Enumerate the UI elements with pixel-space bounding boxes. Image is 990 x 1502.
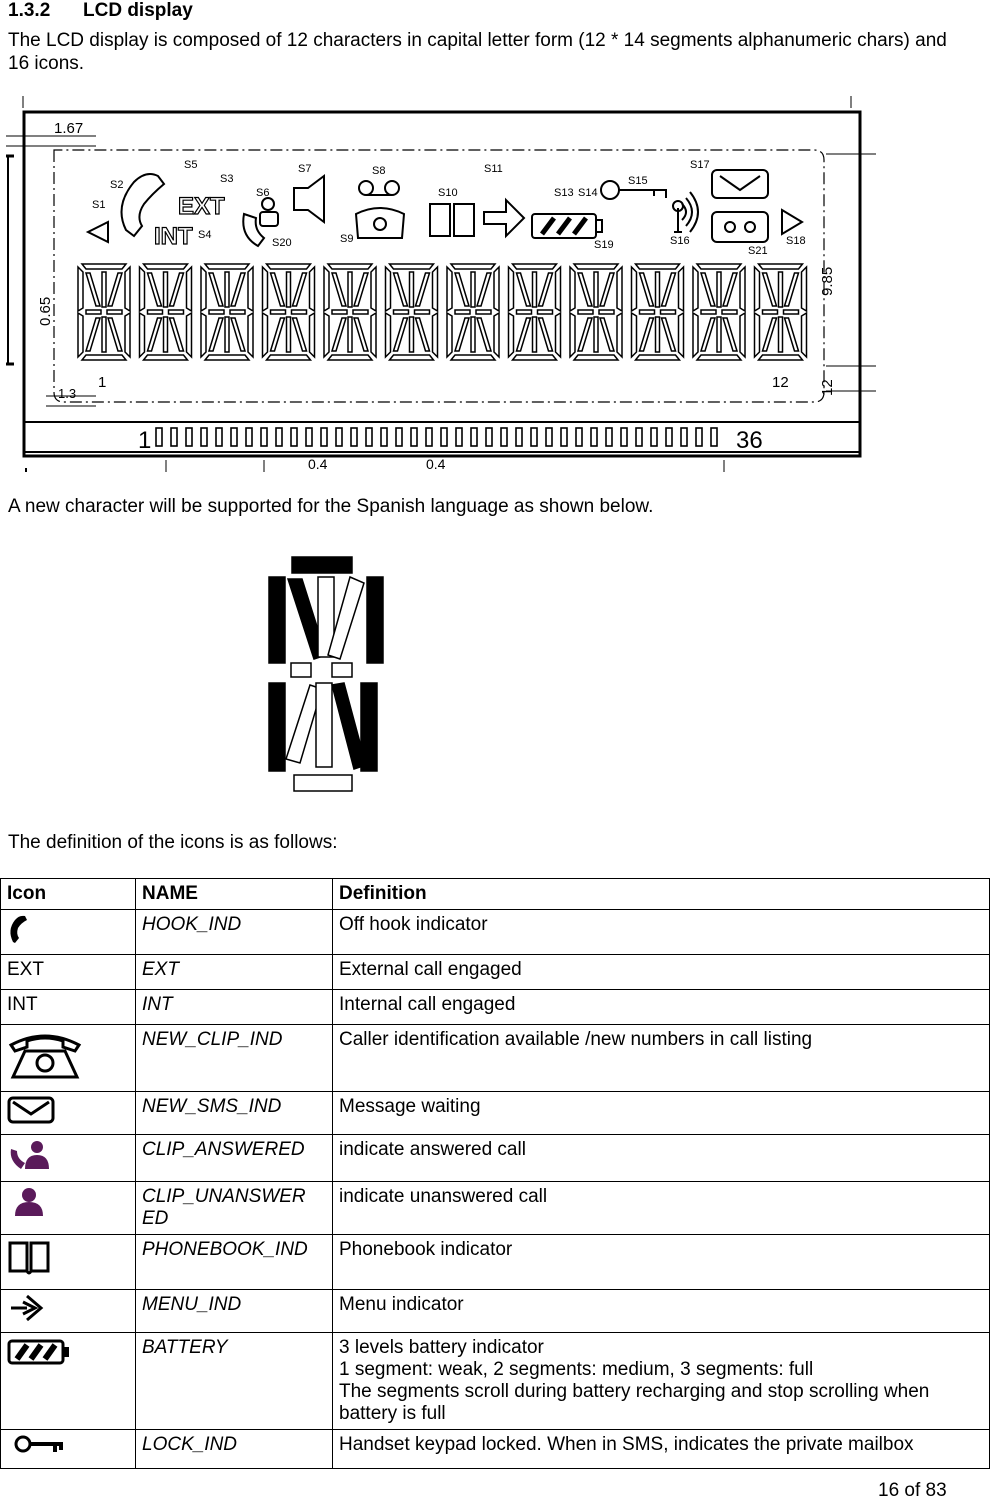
- segment: [353, 310, 368, 314]
- handset-icon: [7, 914, 33, 944]
- segment: [348, 272, 352, 307]
- dim-right-lower-label: 12: [819, 379, 836, 396]
- name-line: CLIP_UNANSWER: [142, 1186, 306, 1207]
- segment: [271, 318, 285, 351]
- pin-first-label: 1: [138, 427, 152, 454]
- segment: [144, 264, 188, 269]
- segment: [679, 313, 684, 357]
- segment: [636, 264, 680, 269]
- key-icon: [7, 1434, 67, 1458]
- segment: [230, 310, 245, 314]
- segment: [723, 273, 737, 306]
- name-line: ED: [142, 1208, 169, 1229]
- segment: [271, 273, 285, 306]
- name-cell: [136, 1182, 333, 1235]
- icon-text-cell: EXT: [1, 955, 136, 990]
- segment: [371, 267, 376, 311]
- segment: [267, 355, 311, 360]
- segment: [455, 273, 469, 306]
- segment: [170, 273, 184, 306]
- segment: [169, 310, 184, 314]
- segment: [662, 318, 676, 351]
- segment: [717, 317, 721, 352]
- segment: [324, 267, 329, 311]
- icon-text-cell: INT: [1, 990, 136, 1025]
- segment: [394, 273, 408, 306]
- svg-text:S1: S1: [92, 199, 106, 211]
- lcd-icon-row: [88, 170, 802, 250]
- svg-text:S18: S18: [786, 235, 806, 247]
- svg-text:S10: S10: [438, 187, 458, 199]
- segment: [390, 355, 434, 360]
- segment: [293, 273, 307, 306]
- segment: [723, 318, 737, 351]
- table-row: [1, 1430, 990, 1469]
- segment: [636, 355, 680, 360]
- definition-cell: indicate unanswered call: [333, 1182, 990, 1235]
- svg-text:S4: S4: [198, 229, 212, 241]
- telephone-icon: [356, 208, 404, 238]
- segment: [513, 264, 557, 269]
- segment: [287, 272, 291, 307]
- segment: [451, 264, 495, 269]
- segment: [640, 273, 654, 306]
- segment: [594, 317, 598, 352]
- icon-cell: [1, 910, 136, 955]
- segment: [740, 313, 745, 357]
- segment: [86, 318, 100, 351]
- segment: [82, 264, 126, 269]
- definition-cell: Off hook indicator: [333, 910, 990, 955]
- segment: [78, 313, 83, 357]
- segment: [332, 273, 346, 306]
- segment: [701, 318, 715, 351]
- book-icon: [430, 204, 474, 236]
- segment: [802, 313, 807, 357]
- definition-cell: indicate answered call: [333, 1135, 990, 1182]
- segment-character: [140, 264, 192, 360]
- icon-cell: [1, 1430, 136, 1469]
- segment-character: [324, 264, 376, 360]
- char-last-label: 12: [772, 374, 789, 391]
- segment: [477, 318, 491, 351]
- segment: [231, 273, 245, 306]
- segment: [271, 310, 286, 314]
- svg-text:S20: S20: [272, 237, 292, 249]
- segment-characters: [78, 264, 807, 360]
- segment: [164, 317, 168, 352]
- segment: [533, 317, 537, 352]
- segment: [187, 313, 192, 357]
- ext-icon-text: EXT: [178, 193, 225, 220]
- segment: [354, 318, 368, 351]
- segment: [717, 272, 721, 307]
- segment: [231, 318, 245, 351]
- svg-text:S3: S3: [220, 173, 234, 185]
- table-row: [1, 1333, 990, 1430]
- segment: [170, 318, 184, 351]
- svg-text:S16: S16: [670, 235, 690, 247]
- segment: [263, 267, 268, 311]
- name-cell: LOCK_IND: [136, 1430, 333, 1469]
- segment: [533, 272, 537, 307]
- icon-cell: [1, 1235, 136, 1290]
- name-cell: PHONEBOOK_IND: [136, 1235, 333, 1290]
- connector-pins: [156, 428, 717, 446]
- section-number: 1.3.2: [8, 0, 51, 21]
- segment: [310, 313, 315, 357]
- segment: [661, 310, 676, 314]
- spanish-character-figure: [266, 555, 386, 795]
- segment: [410, 317, 414, 352]
- svg-text:S7: S7: [298, 163, 312, 175]
- segment: [701, 273, 715, 306]
- segment: [509, 313, 514, 357]
- segment: [600, 273, 614, 306]
- segment: [640, 318, 654, 351]
- name-cell: HOOK_IND: [136, 910, 333, 955]
- icon-cell: [1, 1135, 136, 1182]
- segment: [494, 267, 499, 311]
- segment: [201, 267, 206, 311]
- segment: [513, 355, 557, 360]
- segment: [574, 264, 618, 269]
- segment: [578, 310, 593, 314]
- segment: [433, 267, 438, 311]
- segment: [201, 313, 206, 357]
- name-cell: CLIP_ANSWERED: [136, 1135, 333, 1182]
- pin-last-label: 36: [736, 427, 763, 454]
- segment: [86, 310, 101, 314]
- definition-cell: [333, 1333, 990, 1430]
- speaker-icon: [294, 176, 324, 222]
- definition-line: 1 segment: weak, 2 segments: medium, 3 segments: full: [339, 1359, 814, 1380]
- segment: [740, 267, 745, 311]
- lcd-drawing: [6, 96, 882, 472]
- int-icon-text: INT: [154, 223, 193, 250]
- cassette-icon: [712, 212, 768, 242]
- icon-cell: [1, 1290, 136, 1333]
- segment: [78, 267, 83, 311]
- segment: [656, 272, 660, 307]
- segment: [86, 273, 100, 306]
- segment: [148, 273, 162, 306]
- name-cell: EXT: [136, 955, 333, 990]
- right-arrow-icon: [782, 210, 802, 234]
- menu-arrow-icon: [7, 1294, 47, 1322]
- segment: [570, 267, 575, 311]
- definition-line: The segments scroll during battery recharging and stop scrolling when battery is full: [339, 1381, 930, 1424]
- name-cell: NEW_SMS_IND: [136, 1092, 333, 1135]
- segment: [447, 313, 452, 357]
- table-row: [1, 1290, 990, 1333]
- svg-text:S6: S6: [256, 187, 270, 199]
- segment: [102, 272, 106, 307]
- battery-icon: [7, 1337, 73, 1367]
- char-first-label: 1: [98, 374, 107, 391]
- segment: [578, 318, 592, 351]
- segment: [556, 267, 561, 311]
- table-row: [1, 1092, 990, 1135]
- segment: [451, 355, 495, 360]
- segment: [209, 310, 224, 314]
- left-arrow-icon: [88, 222, 108, 242]
- segment: [779, 317, 783, 352]
- icon-cell: [1, 1092, 136, 1135]
- svg-text:S5: S5: [184, 159, 198, 171]
- segment: [348, 317, 352, 352]
- envelope-icon: [712, 170, 768, 198]
- segment: [802, 267, 807, 311]
- segment: [328, 264, 372, 269]
- dim-bottom-left-label: 1.3: [58, 386, 77, 401]
- segment: [662, 273, 676, 306]
- segment: [755, 267, 760, 311]
- page-number: 16 of 83: [878, 1480, 947, 1501]
- segment: [328, 355, 372, 360]
- table-row: [1, 1135, 990, 1182]
- dim-left-label: 0.65: [37, 296, 54, 326]
- svg-text:S21: S21: [748, 245, 768, 257]
- svg-text:S14: S14: [578, 187, 598, 199]
- table-row: [1, 1235, 990, 1290]
- header-definition: Definition: [333, 879, 990, 910]
- segment: [248, 267, 253, 311]
- person-handset-icon: [7, 1139, 51, 1171]
- pitch-b-label: 0.4: [426, 456, 446, 472]
- segment: [209, 273, 223, 306]
- segment: [693, 267, 698, 311]
- svg-text:S2: S2: [110, 179, 124, 191]
- segment: [763, 318, 777, 351]
- name-cell: MENU_IND: [136, 1290, 333, 1333]
- name-cell: NEW_CLIP_IND: [136, 1025, 333, 1092]
- segment: [599, 310, 614, 314]
- icon-cell: [1, 1333, 136, 1430]
- icon-cell: [1, 1182, 136, 1235]
- svg-text:S15: S15: [628, 175, 648, 187]
- segment: [640, 310, 655, 314]
- telephone-icon: [7, 1029, 83, 1081]
- segment: [324, 313, 329, 357]
- segment: [371, 313, 376, 357]
- segment: [140, 267, 145, 311]
- segment: [416, 318, 430, 351]
- segment: [263, 313, 268, 357]
- segment-character: [263, 264, 315, 360]
- segment-character: [632, 264, 684, 360]
- segment-character: [509, 264, 561, 360]
- segment: [632, 267, 637, 311]
- segment: [209, 318, 223, 351]
- segment: [594, 272, 598, 307]
- segment-character: [755, 264, 807, 360]
- segment: [416, 273, 430, 306]
- definition-cell: Internal call engaged: [333, 990, 990, 1025]
- segment: [125, 313, 130, 357]
- definition-cell: Phonebook indicator: [333, 1235, 990, 1290]
- segment: [310, 267, 315, 311]
- segment: [539, 273, 553, 306]
- spanish-note: A new character will be supported for the Spanish language as shown below.: [8, 496, 654, 517]
- segment: [693, 313, 698, 357]
- svg-text:S13: S13: [554, 187, 574, 199]
- segment: [455, 310, 470, 314]
- segment: [102, 317, 106, 352]
- header-name: NAME: [136, 879, 333, 910]
- segment: [494, 313, 499, 357]
- intro-paragraph: The LCD display is composed of 12 characters in capital letter form (12 * 14 segments alphanumeric chars) and 16 icons.: [8, 30, 947, 74]
- segment: [785, 318, 799, 351]
- segment: [433, 313, 438, 357]
- segment: [415, 310, 430, 314]
- dim-right-label: 9.85: [819, 266, 836, 296]
- segment: [293, 318, 307, 351]
- section-title: LCD display: [83, 0, 193, 21]
- segment: [779, 272, 783, 307]
- segment: [759, 355, 803, 360]
- segment: [656, 317, 660, 352]
- segment: [390, 264, 434, 269]
- segment: [556, 313, 561, 357]
- segment: [539, 318, 553, 351]
- segment: [205, 264, 249, 269]
- segment: [701, 310, 716, 314]
- menu-arrow-icon: [484, 200, 524, 236]
- segment-character: [78, 264, 130, 360]
- svg-text:S19: S19: [594, 239, 614, 251]
- table-row: [1, 955, 990, 990]
- segment: [125, 267, 130, 311]
- segment: [574, 355, 618, 360]
- segment: [477, 273, 491, 306]
- segment: [108, 318, 122, 351]
- icon-definition-table: [0, 878, 990, 1469]
- segment: [759, 264, 803, 269]
- segment: [600, 318, 614, 351]
- segment: [144, 355, 188, 360]
- segment: [164, 272, 168, 307]
- segment: [679, 267, 684, 311]
- definition-cell: External call engaged: [333, 955, 990, 990]
- name-cell: INT: [136, 990, 333, 1025]
- person-icon: [7, 1186, 47, 1218]
- segment: [187, 267, 192, 311]
- segment: [82, 355, 126, 360]
- segment: [455, 318, 469, 351]
- segment: [267, 264, 311, 269]
- segment-character: [201, 264, 253, 360]
- segment: [617, 267, 622, 311]
- segment: [108, 273, 122, 306]
- segment: [538, 310, 553, 314]
- segment-character: [386, 264, 438, 360]
- segment: [332, 318, 346, 351]
- segment: [517, 310, 532, 314]
- segment: [697, 264, 741, 269]
- segment: [332, 310, 347, 314]
- segment: [225, 317, 229, 352]
- segment: [205, 355, 249, 360]
- book-icon: [7, 1239, 51, 1277]
- segment: [570, 313, 575, 357]
- segment: [722, 310, 737, 314]
- table-row: [1, 990, 990, 1025]
- segment: [287, 317, 291, 352]
- svg-text:S17: S17: [690, 159, 710, 171]
- table-row: [1, 910, 990, 955]
- segment: [107, 310, 122, 314]
- header-icon: Icon: [1, 879, 136, 910]
- segment: [517, 318, 531, 351]
- segment: [476, 310, 491, 314]
- segment: [394, 310, 409, 314]
- svg-text:S9: S9: [340, 233, 354, 245]
- icon-cell: [1, 1025, 136, 1092]
- segment: [225, 272, 229, 307]
- segment-character: [447, 264, 499, 360]
- segment: [755, 313, 760, 357]
- name-cell: BATTERY: [136, 1333, 333, 1430]
- segment: [292, 310, 307, 314]
- key-icon: [601, 181, 619, 199]
- segment: [354, 273, 368, 306]
- segment: [386, 267, 391, 311]
- segment: [394, 318, 408, 351]
- segment: [471, 317, 475, 352]
- segment: [447, 267, 452, 311]
- segment-character: [693, 264, 745, 360]
- pitch-a-label: 0.4: [308, 456, 328, 472]
- dim-top-label: 1.67: [54, 120, 84, 137]
- segment: [763, 273, 777, 306]
- segment: [410, 272, 414, 307]
- segment: [148, 310, 163, 314]
- table-row: [1, 1025, 990, 1092]
- segment: [509, 267, 514, 311]
- table-row: [1, 1182, 990, 1235]
- svg-text:S11: S11: [484, 163, 503, 175]
- segment: [578, 273, 592, 306]
- definition-cell: Caller identification available /new numbers in call listing: [333, 1025, 990, 1092]
- definition-line: 3 levels battery indicator: [339, 1337, 544, 1358]
- segment: [517, 273, 531, 306]
- envelope-icon: [7, 1096, 55, 1124]
- segment: [785, 273, 799, 306]
- segment: [140, 313, 145, 357]
- segment: [784, 310, 799, 314]
- person-head-icon: [262, 198, 274, 210]
- segment-character: [570, 264, 622, 360]
- definition-cell: Menu indicator: [333, 1290, 990, 1333]
- definition-cell: Message waiting: [333, 1092, 990, 1135]
- segment: [471, 272, 475, 307]
- segment: [617, 313, 622, 357]
- segment: [248, 313, 253, 357]
- segment: [148, 318, 162, 351]
- segment: [697, 355, 741, 360]
- definition-cell: Handset keypad locked. When in SMS, indicates the private mailbox: [333, 1430, 990, 1469]
- segment: [763, 310, 778, 314]
- table-header-row: [1, 879, 990, 910]
- icons-intro: The definition of the icons is as follows:: [8, 832, 338, 853]
- segment: [386, 313, 391, 357]
- svg-text:S8: S8: [372, 165, 386, 177]
- segment: [632, 313, 637, 357]
